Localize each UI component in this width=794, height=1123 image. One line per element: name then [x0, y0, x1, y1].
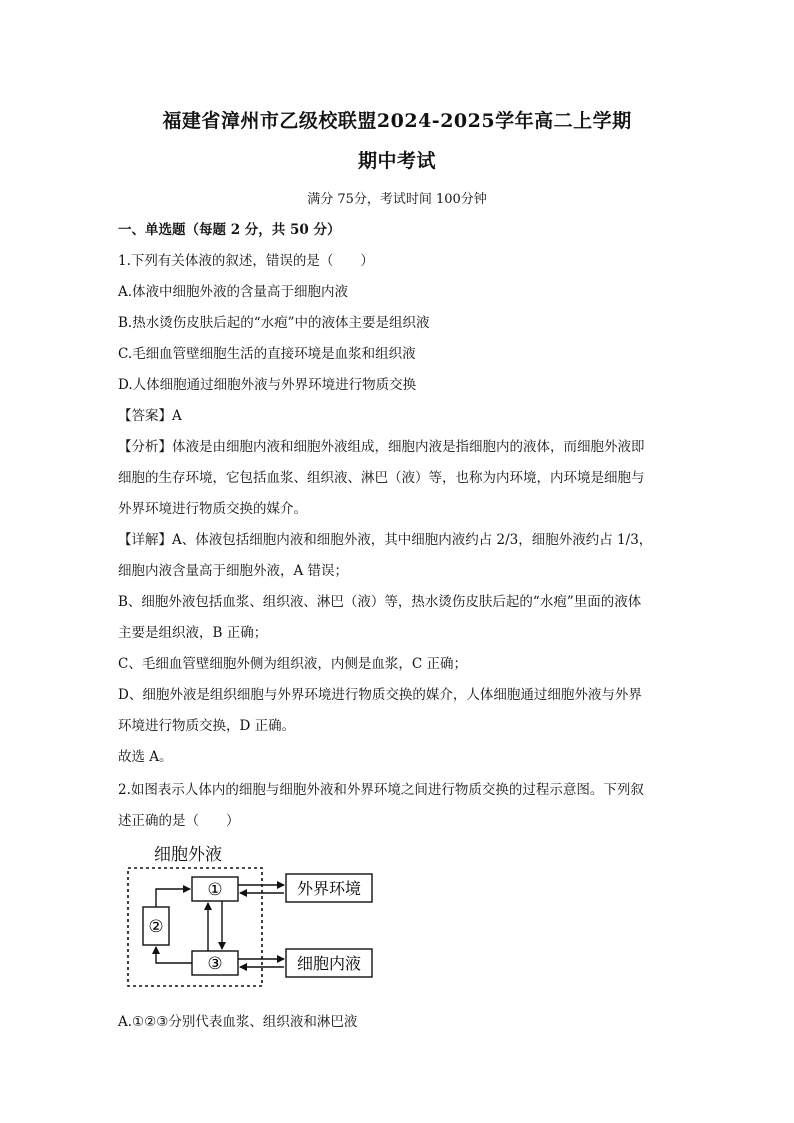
q1-analysis-line: 外界环境进行物质交换的媒介。	[118, 501, 307, 517]
title-line-1: 福建省漳州市乙级校联盟2024-2025学年高二上学期	[162, 110, 632, 132]
q1-stem: 1.下列有关体液的叙述，错误的是（ ）	[118, 253, 374, 269]
q1-analysis-line: 【分析】体液是由细胞内液和细胞外液组成，细胞内液是指细胞内的液体，而细胞外液即	[118, 439, 645, 455]
container-label: 细胞外液	[154, 845, 222, 865]
q1-option-d: D.人体细胞通过细胞外液与外界环境进行物质交换	[118, 377, 417, 393]
node-3-label: ③	[207, 954, 223, 974]
q1-detail-line: C、毛细血管壁细胞外侧为组织液，内侧是血浆，C 正确；	[118, 656, 467, 672]
q1-option-c: C.毛细血管壁细胞生活的直接环境是血浆和组织液	[118, 346, 416, 362]
q1-detail-line: 细胞内液含量高于细胞外液，A 错误；	[118, 563, 349, 579]
q2-stem-line: 2.如图表示人体内的细胞与细胞外液和外界环境之间进行物质交换的过程示意图。下列叙	[118, 782, 644, 798]
section-heading: 一、单选题（每题 2 分，共 50 分）	[118, 222, 341, 238]
q1-detail-line: D、细胞外液是组织细胞与外界环境进行物质交换的媒介，人体细胞通过细胞外液与外界	[118, 687, 642, 703]
q1-option-a: A.体液中细胞外液的含量高于细胞内液	[118, 284, 349, 300]
q1-option-b: B.热水烫伤皮肤后起的“水疱”中的液体主要是组织液	[118, 315, 430, 331]
q2-stem-line: 述正确的是（ ）	[118, 813, 240, 829]
title-line-2: 期中考试	[357, 150, 436, 172]
outer-environment-label: 外界环境	[296, 879, 362, 898]
node-2-label: ②	[148, 917, 164, 937]
node-1-label: ①	[207, 880, 223, 900]
q1-detail-line: 【详解】A、体液包括细胞内液和细胞外液，其中细胞内液约占 2/3，细胞外液约占 1/3，	[118, 532, 653, 548]
arrow-3-to-2	[156, 947, 192, 963]
q1-conclusion: 故选 A。	[118, 749, 173, 765]
q1-analysis-line: 细胞的生存环境，它包括血浆、组织液、淋巴（液）等，也称为内环境，内环境是细胞与	[118, 470, 645, 486]
exchange-diagram	[118, 840, 398, 995]
exam-meta: 满分 75分，考试时间 100分钟	[307, 192, 487, 207]
q1-detail-line: 环境进行物质交换，D 正确。	[118, 718, 296, 734]
q2-option-a: A.①②③分别代表血浆、组织液和淋巴液	[118, 1014, 358, 1030]
q1-detail-line: 主要是组织液，B 正确；	[118, 625, 268, 641]
q1-answer: 【答案】A	[118, 408, 182, 424]
intracellular-fluid-label: 细胞内液	[296, 954, 362, 973]
arrow-2-to-1	[156, 889, 190, 907]
q1-detail-line: B、细胞外液包括血浆、组织液、淋巴（液）等，热水烫伤皮肤后起的“水疱”里面的液体	[118, 594, 642, 610]
